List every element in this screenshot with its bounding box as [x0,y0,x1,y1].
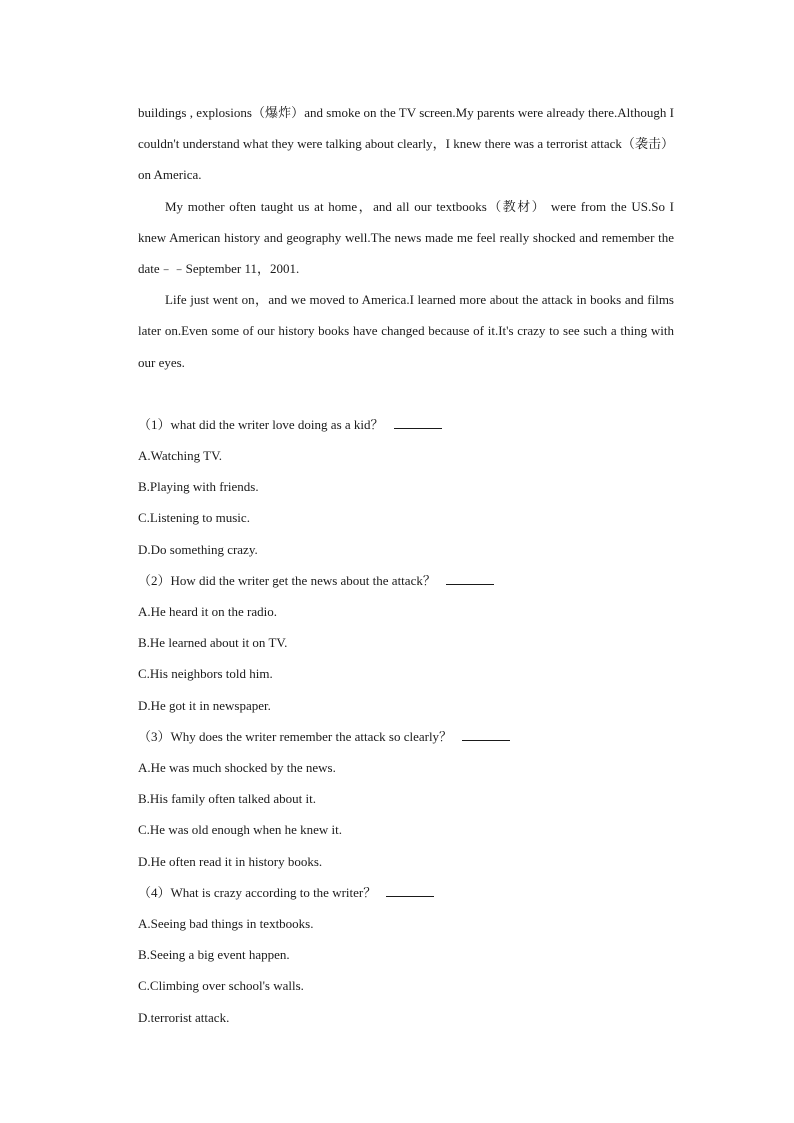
question-2-prompt [138,565,674,596]
question-2 [138,565,674,721]
answer-blank-4[interactable] [386,884,434,897]
question-4 [138,877,674,1033]
question-4-option-c: C.Climbing over school's walls. [138,978,304,994]
question-3-option-d: D.He often read it in history books. [138,853,323,869]
question-4-option-d: D.terrorist attack. [138,1009,230,1025]
question-3-option-a: A.He was much shocked by the news. [138,760,336,776]
question-3-prompt [138,721,674,752]
question-1-text: （1）what did the writer love doing as a kid？ [138,416,384,432]
question-1-option-b: B.Playing with friends. [138,479,259,495]
question-1-prompt [138,409,674,440]
question-4-text: （4）What is crazy according to the writer？ [138,884,377,900]
question-1 [138,409,674,565]
question-4-option-b: B.Seeing a big event happen. [138,947,290,963]
question-4-option-a: A.Seeing bad things in textbooks. [138,916,314,932]
question-3-option-c: C.He was old enough when he knew it. [138,822,342,838]
question-2-option-c: C.His neighbors told him. [138,666,273,682]
question-1-option-a: A.Watching TV. [138,448,223,464]
question-4-prompt [138,877,674,908]
document-page [138,97,674,1033]
answer-blank-1[interactable] [394,416,442,429]
answer-blank-3[interactable] [462,728,510,741]
question-3-option-b: B.His family often talked about it. [138,791,316,807]
question-2-option-d: D.He got it in newspaper. [138,697,271,713]
question-1-option-d: D.Do something crazy. [138,541,258,557]
passage-paragraph-1: buildings , explosions（爆炸）and smoke on the TV screen.My parents were already there.Although I couldn't understand what they were talking about clearly，I knew there was a terrorist attack（袭击）on America. [138,105,674,183]
passage-paragraph-3: Life just went on，and we moved to America.I learned more about the attack in books and films later on.Even some of our history books have changed because of it.It's crazy to see such a thing with our eyes. [138,292,674,370]
answer-blank-2[interactable] [446,572,494,585]
passage-paragraph-2: My mother often taught us at home，and all our textbooks（教材） were from the US.So I knew American history and geography well.The news made me feel really shocked and remember the date﹣﹣September 11，2001. [138,198,674,277]
question-2-option-a: A.He heard it on the radio. [138,604,277,620]
question-3-text: （3）Why does the writer remember the attack so clearly？ [138,728,453,744]
question-2-option-b: B.He learned about it on TV. [138,635,288,651]
question-1-option-c: C.Listening to music. [138,510,250,526]
section-gap [138,378,674,409]
question-2-text: （2）How did the writer get the news about the attack？ [138,572,436,588]
question-3 [138,721,674,877]
